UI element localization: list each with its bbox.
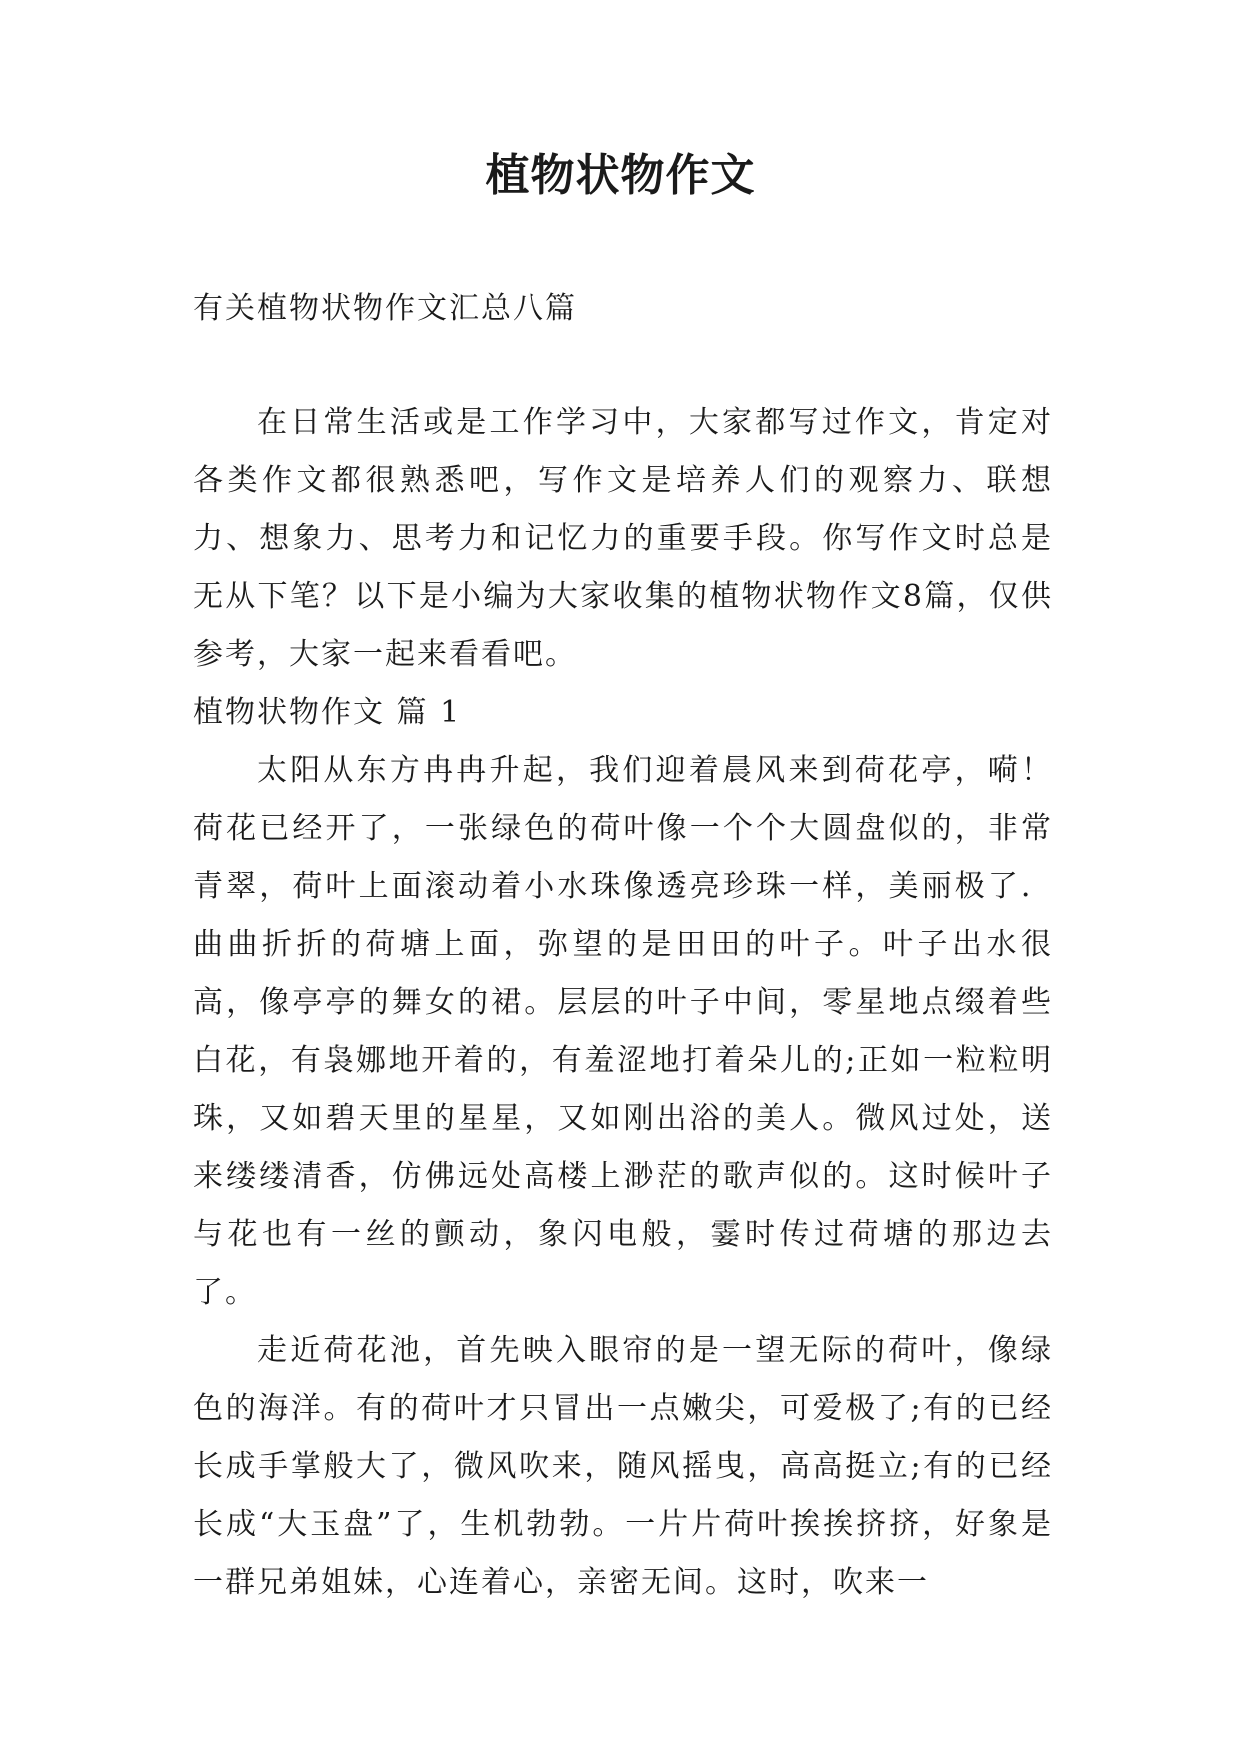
document-subtitle: 有关植物状物作文汇总八篇 (193, 291, 577, 326)
body-paragraph: 走近荷花池，首先映入眼帘的是一望无际的荷叶，像绿色的海洋。有的荷叶才只冒出一点嫩尖，可爱极了;有的已经长成手掌般大了，微风吹来，随风摇曳，高高挺立;有的已经长成“大玉盘”了，生机勃勃。一片片荷叶挨挨挤挤，好象是一群兄弟姐妹，心连着心，亲密无间。这时，吹来一 (193, 1333, 1053, 1600)
body-paragraph: 太阳从东方冉冉升起，我们迎着晨风来到荷花亭，嗬！荷花已经开了，一张绿色的荷叶像一个个大圆盘似的，非常青翠，荷叶上面滚动着小水珠像透亮珍珠一样，美丽极了．曲曲折折的荷塘上面，弥望的是田田的叶子。叶子出水很高，像亭亭的舞女的裙。层层的叶子中间，零星地点缀着些白花，有袅娜地开着的，有羞涩地打着朵儿的;正如一粒粒明珠，又如碧天里的星星，又如刚出浴的美人。微风过处，送来缕缕清香，仿佛远处高楼上渺茫的歌声似的。这时候叶子与花也有一丝的颤动，象闪电般，霎时传过荷塘的那边去了。 (193, 753, 1053, 1310)
document-title: 植物状物作文 (485, 150, 756, 201)
document-body (193, 280, 1053, 1612)
intro-paragraph: 在日常生活或是工作学习中，大家都写过作文，肯定对各类作文都很熟悉吧，写作文是培养人们的观察力、联想力、想象力、思考力和记忆力的重要手段。你写作文时总是无从下笔？以下是小编为大家收集的植物状物作文8篇，仅供参考，大家一起来看看吧。 (193, 405, 1053, 672)
section-heading: 植物状物作文 篇 1 (193, 695, 462, 730)
